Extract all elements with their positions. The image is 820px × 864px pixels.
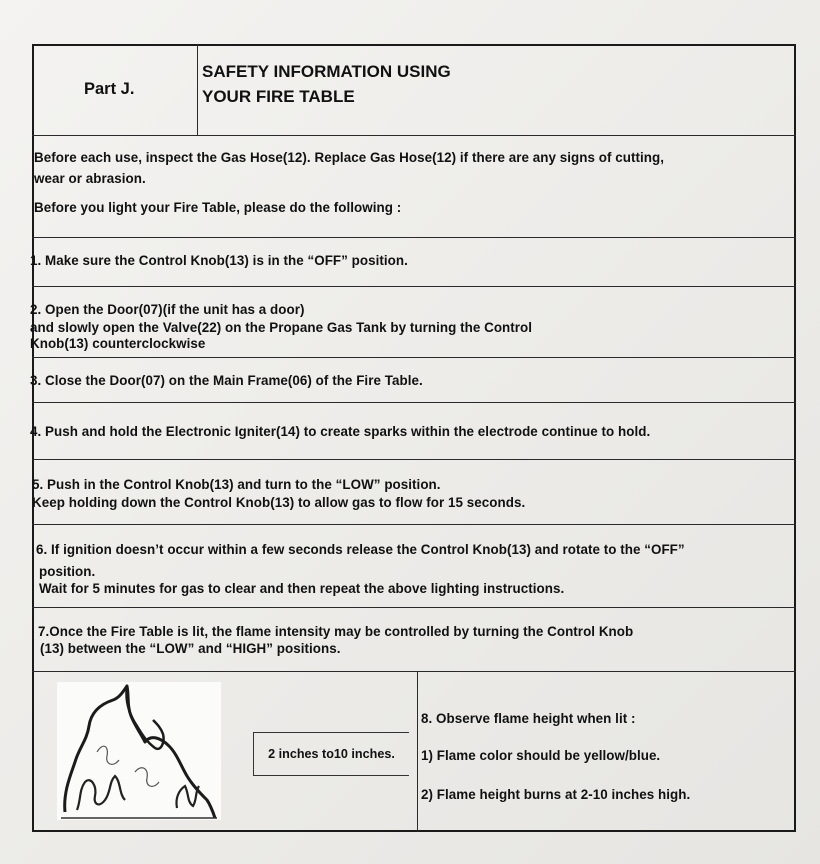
step-5-line-2: Keep holding down the Control Knob(13) to allow gas to flow for 15 seconds.: [32, 495, 526, 510]
part-label: Part J.: [84, 80, 135, 98]
intro-line-1: Before each use, inspect the Gas Hose(12). Replace Gas Hose(12) if there are any signs of cutting,: [34, 150, 664, 165]
step-7-line-2: (13) between the “LOW” and “HIGH” positions.: [40, 641, 341, 656]
section-title-line2: YOUR FIRE TABLE: [202, 87, 355, 106]
row-divider: [32, 524, 796, 525]
header-divider: [197, 44, 198, 135]
intro-line-3: Before you light your Fire Table, please do the following :: [34, 200, 402, 215]
flame-height-label: 2 inches to10 inches.: [253, 732, 409, 776]
step-2-line-3: Knob(13) counterclockwise: [30, 336, 206, 351]
flame-color-note: 1) Flame color should be yellow/blue.: [421, 748, 661, 763]
step-5-line-1: 5. Push in the Control Knob(13) and turn to the “LOW” position.: [32, 477, 441, 492]
step-2-line-1: 2. Open the Door(07)(if the unit has a door): [30, 302, 305, 317]
row-divider: [32, 237, 796, 238]
step-4-text: 4. Push and hold the Electronic Igniter(14) to create sparks within the electrode continue to hold.: [30, 424, 651, 439]
row-divider: [32, 286, 796, 287]
row-divider: [32, 607, 796, 608]
row-divider: [32, 357, 796, 358]
step-6-line-2: position.: [39, 564, 96, 579]
flame-height-note: 2) Flame height burns at 2-10 inches high.: [421, 787, 691, 802]
row-divider: [32, 135, 796, 136]
step-6-line-3: Wait for 5 minutes for gas to clear and then repeat the above lighting instructions.: [39, 581, 565, 596]
section-title-line1: SAFETY INFORMATION USING: [202, 62, 451, 81]
panel-divider: [417, 671, 418, 832]
step-6-line-1: 6. If ignition doesn’t occur within a few seconds release the Control Knob(13) and rotate to the “OFF”: [36, 542, 685, 557]
flame-illustration: [57, 682, 221, 820]
row-divider: [32, 402, 796, 403]
step-8-title: 8. Observe flame height when lit :: [421, 711, 636, 726]
step-7-line-1: 7.Once the Fire Table is lit, the flame intensity may be controlled by turning the Control Knob: [38, 624, 634, 639]
row-divider: [32, 671, 796, 672]
intro-line-2: wear or abrasion.: [34, 171, 146, 186]
step-1-text: 1. Make sure the Control Knob(13) is in the “OFF” position.: [30, 253, 408, 268]
row-divider: [32, 459, 796, 460]
step-2-line-2: and slowly open the Valve(22) on the Propane Gas Tank by turning the Control: [30, 320, 533, 335]
step-3-text: 3. Close the Door(07) on the Main Frame(06) of the Fire Table.: [30, 373, 423, 388]
